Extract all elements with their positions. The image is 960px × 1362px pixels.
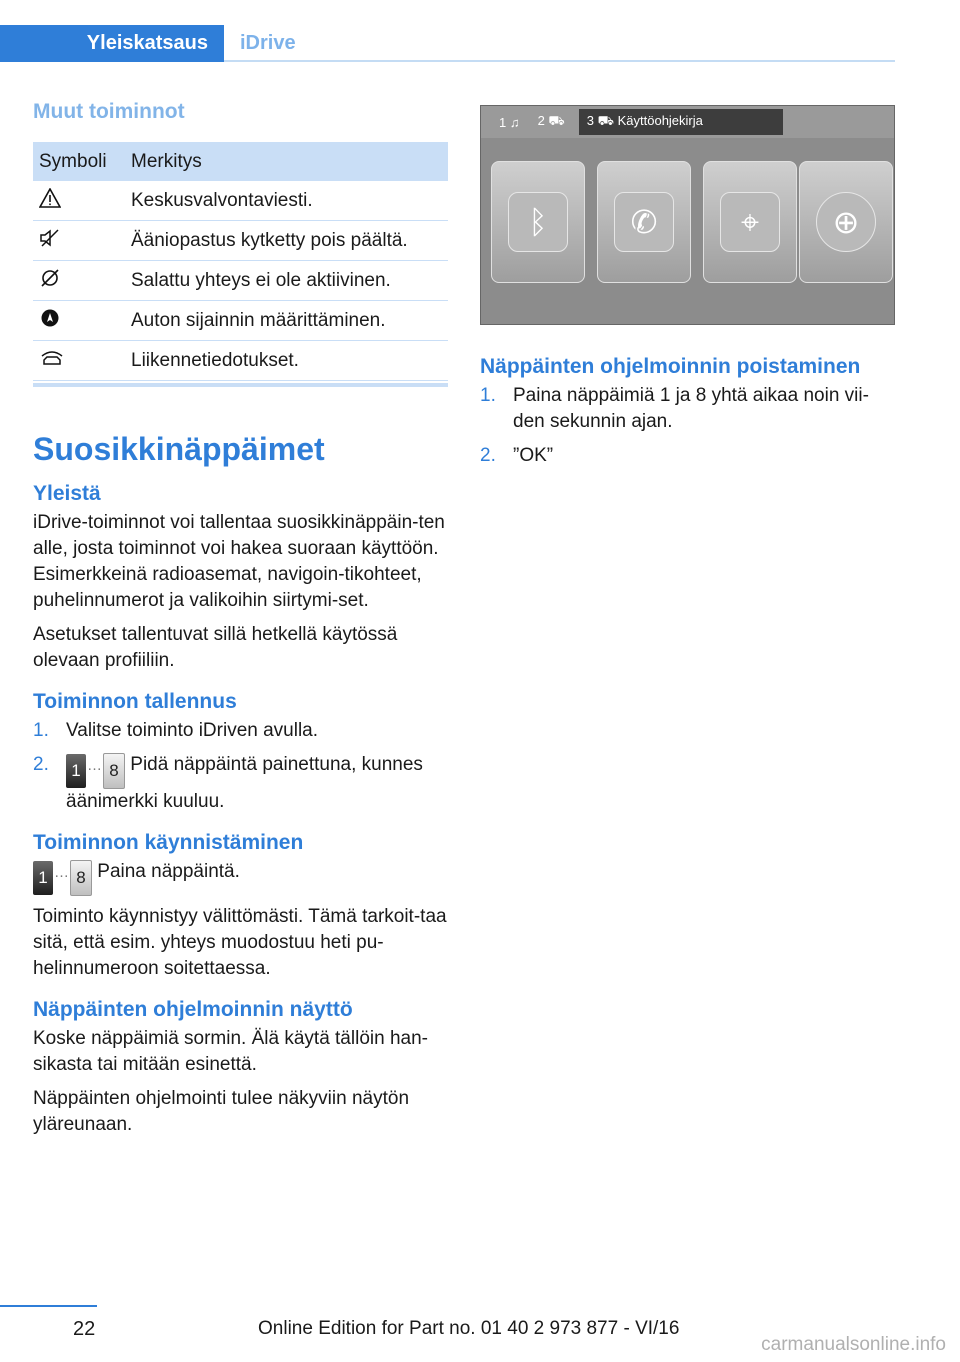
- heading-kaynnistys: Toiminnon käynnistäminen: [33, 831, 304, 854]
- column-header-merkitys: Merkitys: [125, 142, 448, 181]
- section-title-suosikki: Suosikkinäppäimet: [33, 431, 325, 467]
- paragraph: [33, 859, 448, 896]
- table-row: [33, 181, 448, 221]
- table-cell: Keskusvalvontaviesti.: [125, 181, 448, 221]
- paragraph: Näppäinten ohjelmointi tulee näkyviin näytön yläreunaan.: [33, 1088, 410, 1135]
- list-number: 1.: [33, 720, 49, 741]
- tile-navigation: [703, 161, 797, 283]
- paragraph: Toiminto käynnistyy välittömästi. Tämä tarkoit-taa sitä, että esim. yhteys muodostuu heti pu-helinnumeroon soitettaessa.: [33, 906, 447, 979]
- table-row: [33, 341, 448, 381]
- header-divider: [224, 60, 895, 62]
- globe-icon: ⊕: [816, 192, 876, 252]
- page-number: 22: [73, 1318, 96, 1340]
- right-column: [480, 105, 895, 477]
- screenshot-tab-3: 3 ⛟ Käyttöohjekirja: [579, 109, 783, 135]
- heading-poisto: Näppäinten ohjelmoinnin poistaminen: [480, 355, 861, 378]
- paragraph: Koske näppäimiä sormin. Älä käytä tällöin han-sikasta tai mitään esinettä.: [33, 1028, 428, 1075]
- warning-triangle-icon: [39, 188, 61, 208]
- traffic-info-icon: [39, 348, 65, 368]
- list-text: Valitse toiminto iDriven avulla.: [66, 720, 319, 741]
- list-number: 2.: [33, 754, 49, 775]
- instruction-text: Paina näppäintä.: [97, 861, 240, 882]
- table-cell: Liikennetiedotukset.: [125, 341, 448, 381]
- navigation-map-icon: ⌖: [720, 192, 780, 252]
- footer-rule: [0, 1305, 97, 1307]
- list-item: [480, 443, 895, 469]
- ellipsis: …: [87, 757, 102, 774]
- favorite-key-1-icon: 1: [33, 861, 53, 895]
- table-cell: Ääniopastus kytketty pois päältä.: [125, 221, 448, 261]
- list-text: Paina näppäimiä 1 ja 8 yhtä aikaa noin vii-den sekunnin ajan.: [513, 385, 869, 432]
- table-cell: Salattu yhteys ei ole aktiivinen.: [125, 261, 448, 301]
- speaker-off-icon: [39, 228, 61, 248]
- edition-text: Online Edition for Part no. 01 40 2 973 877 - VI/16: [258, 1318, 680, 1339]
- symbol-table: [33, 142, 448, 381]
- idrive-screenshot: [480, 105, 895, 325]
- list-number: 2.: [480, 445, 496, 466]
- favorite-key-8-icon: 8: [103, 753, 125, 789]
- screenshot-tab-1: 1 ♫: [499, 114, 520, 130]
- list-item: [480, 383, 895, 435]
- paragraph: iDrive-toiminnot voi tallentaa suosikkinäppäin-ten alle, josta toiminnot voi hakea suoraan käyttöön. Esimerkkeinä radioasemat, navigoin-tikohteet, puhelinnumerot ja valikoihin siirtymi-set.: [33, 512, 445, 611]
- heading-naytto: Näppäinten ohjelmoinnin näyttö: [33, 998, 353, 1021]
- favorite-key-1-icon: 1: [66, 754, 86, 788]
- tab-idrive[interactable]: iDrive: [240, 32, 296, 54]
- column-header-symboli: Symboli: [33, 142, 125, 181]
- bluetooth-icon: ᛒ: [508, 192, 568, 252]
- watermark: carmanualsonline.info: [761, 1334, 946, 1355]
- screenshot-tab-bar: [481, 106, 894, 138]
- table-row: [33, 221, 448, 261]
- ellipsis: …: [54, 864, 69, 881]
- list-item: [33, 752, 448, 815]
- favorite-key-8-icon: 8: [70, 860, 92, 896]
- section-title-muut: Muut toiminnot: [33, 100, 185, 123]
- location-icon: [39, 308, 61, 328]
- paragraph: Asetukset tallentuvat sillä hetkellä käytössä olevaan profiiliin.: [33, 624, 398, 671]
- table-bottom-rule: [33, 383, 448, 387]
- list-item: [33, 718, 448, 744]
- tile-phone: [597, 161, 691, 283]
- tab-yleiskatsaus[interactable]: Yleiskatsaus: [0, 25, 224, 62]
- list-text: Pidä näppäintä painettuna, kunnes äänimerkki kuuluu.: [66, 754, 423, 812]
- table-row: [33, 301, 448, 341]
- table-cell: Auton sijainnin määrittäminen.: [125, 301, 448, 341]
- heading-tallennus: Toiminnon tallennus: [33, 690, 237, 713]
- list-text: ”OK”: [513, 445, 554, 466]
- screenshot-tab-2: 2 ⛟: [537, 113, 565, 128]
- tile-bluetooth: [491, 161, 585, 283]
- tile-online: [799, 161, 893, 283]
- heading-yleista: Yleistä: [33, 482, 101, 505]
- phone-icon: ✆: [614, 192, 674, 252]
- table-row: [33, 261, 448, 301]
- list-number: 1.: [480, 385, 496, 406]
- left-column: [33, 100, 448, 1146]
- connection-off-icon: [39, 268, 61, 288]
